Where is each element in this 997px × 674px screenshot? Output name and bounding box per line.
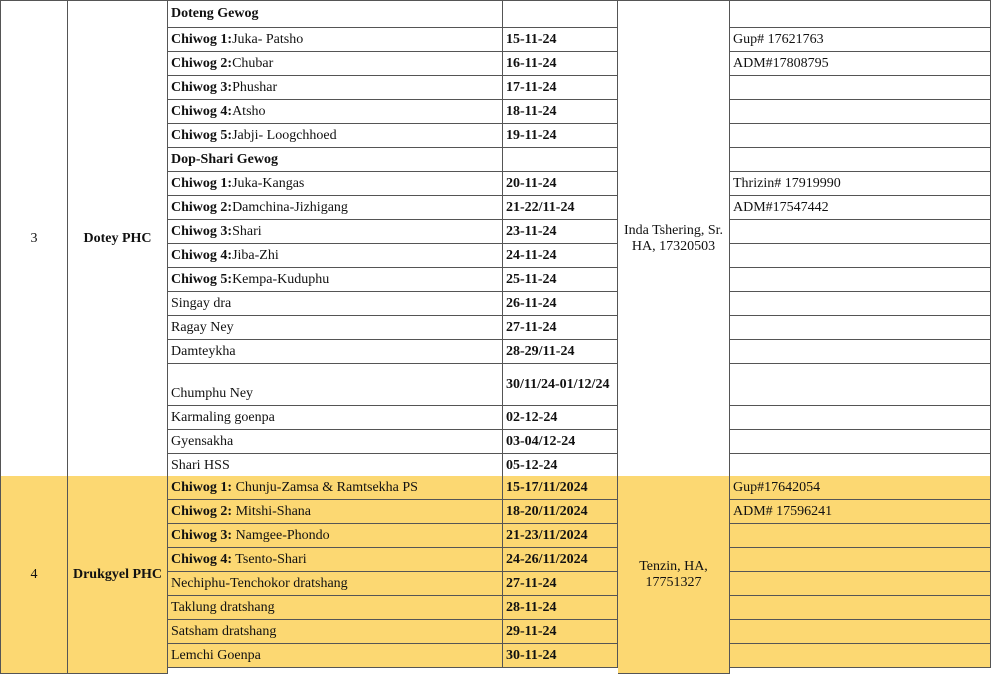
place-cell [168,172,503,196]
date-cell: 21-23/11/2024 [503,524,618,548]
date-cell: 27-11-24 [503,572,618,596]
place-name: Jabji- Loogchhoed [232,127,337,143]
place-cell [168,548,503,572]
place-cell [168,52,503,76]
place-name: Shari [232,223,262,239]
place-name: Lemchi Goenpa [171,647,261,663]
place-cell [168,572,503,596]
chiwog-label: Chiwog 3: [171,223,233,239]
date-cell: 18-11-24 [503,100,618,124]
chiwog-label: Chiwog 5: [171,271,233,287]
date-cell: 17-11-24 [503,76,618,100]
note-cell [730,244,991,268]
place-cell [168,620,503,644]
row-number: 3 [0,0,68,478]
place-cell [168,430,503,454]
place-cell [168,596,503,620]
place-cell [168,220,503,244]
note-cell [730,148,991,172]
place-cell [168,100,503,124]
note-cell [730,644,991,668]
place-cell [168,524,503,548]
place-name: Gyensakha [171,433,234,449]
place-name: Kempa-Kuduphu [232,271,330,287]
place-name: Mitshi-Shana [232,503,312,519]
note-cell [730,220,991,244]
place-name: Ragay Ney [171,319,234,335]
note-cell [730,316,991,340]
note-cell [730,620,991,644]
date-cell: 24-11-24 [503,244,618,268]
place-name: Damteykha [171,343,236,359]
chiwog-label: Chiwog 2: [171,503,233,519]
note-cell [730,596,991,620]
chiwog-label: Chiwog 5: [171,127,233,143]
place-name: Doteng Gewog [171,6,259,21]
date-cell: 26-11-24 [503,292,618,316]
chiwog-label: Chiwog 2: [171,199,233,215]
note-cell [730,76,991,100]
note-cell: ADM# 17596241 [730,500,991,524]
place-cell [168,0,503,28]
note-cell [730,430,991,454]
note-cell [730,548,991,572]
place-name: Satsham dratshang [171,623,277,639]
note-cell [730,0,991,28]
place-name: Chumphu Ney [171,386,254,401]
place-cell [168,406,503,430]
chiwog-label: Chiwog 1: [171,175,233,191]
place-name: Juka- Patsho [232,31,304,47]
note-cell [730,572,991,596]
note-cell: Gup#17642054 [730,476,991,500]
date-cell: 28-11-24 [503,596,618,620]
place-name: Juka-Kangas [232,175,305,191]
note-cell: ADM#17547442 [730,196,991,220]
chiwog-label: Chiwog 3: [171,79,233,95]
place-name: Atsho [232,103,266,119]
date-cell: 03-04/12-24 [503,430,618,454]
chiwog-label: Chiwog 4: [171,551,233,567]
place-cell [168,644,503,668]
place-cell [168,340,503,364]
contact-person: Tenzin, HA, 17751327 [618,476,730,674]
place-cell [168,500,503,524]
place-cell [168,476,503,500]
note-cell [730,406,991,430]
place-cell [168,316,503,340]
chiwog-label: Chiwog 4: [171,103,233,119]
chiwog-label: Chiwog 1: [171,479,233,495]
chiwog-label: Chiwog 2: [171,55,233,71]
facility-name: Drukgyel PHC [68,476,168,674]
place-cell [168,76,503,100]
date-cell: 15-17/11/2024 [503,476,618,500]
chiwog-label: Chiwog 4: [171,247,233,263]
date-cell: 24-26/11/2024 [503,548,618,572]
place-name: Phushar [232,79,278,95]
place-name: Damchina-Jizhigang [232,199,348,215]
note-cell [730,454,991,478]
place-name: Taklung dratshang [171,599,275,615]
place-cell [168,244,503,268]
date-cell: 15-11-24 [503,28,618,52]
place-name: Nechiphu-Tenchokor dratshang [171,575,348,591]
place-name: Singay dra [171,295,232,311]
place-name: Chubar [232,55,274,71]
date-cell: 05-12-24 [503,454,618,478]
date-cell [503,0,618,28]
place-name: Karmaling goenpa [171,409,275,425]
place-cell [168,454,503,478]
place-cell [168,364,503,406]
chiwog-label: Chiwog 3: [171,527,233,543]
date-cell: 25-11-24 [503,268,618,292]
date-cell: 21-22/11-24 [503,196,618,220]
note-cell [730,268,991,292]
place-name: Shari HSS [171,457,230,473]
place-name: Namgee-Phondo [232,527,330,543]
date-cell: 28-29/11-24 [503,340,618,364]
note-cell [730,364,991,406]
place-name: Jiba-Zhi [232,247,279,263]
note-cell: Thrizin# 17919990 [730,172,991,196]
place-cell [168,268,503,292]
place-cell [168,28,503,52]
place-name: Chunju-Zamsa & Ramtsekha PS [232,479,418,495]
date-cell [503,148,618,172]
date-cell: 23-11-24 [503,220,618,244]
contact-person: Inda Tshering, Sr. HA, 17320503 [618,0,730,478]
place-name: Dop-Shari Gewog [171,151,278,167]
date-cell: 18-20/11/2024 [503,500,618,524]
place-cell [168,124,503,148]
date-cell: 19-11-24 [503,124,618,148]
place-cell [168,148,503,172]
note-cell [730,100,991,124]
date-cell: 30/11/24-01/12/24 [503,364,618,406]
note-cell [730,292,991,316]
place-cell [168,196,503,220]
note-cell [730,124,991,148]
row-number: 4 [0,476,68,674]
facility-name: Dotey PHC [68,0,168,478]
date-cell: 29-11-24 [503,620,618,644]
note-cell [730,524,991,548]
date-cell: 27-11-24 [503,316,618,340]
note-cell: Gup# 17621763 [730,28,991,52]
place-cell [168,292,503,316]
date-cell: 16-11-24 [503,52,618,76]
date-cell: 02-12-24 [503,406,618,430]
place-name: Tsento-Shari [232,551,307,567]
note-cell: ADM#17808795 [730,52,991,76]
note-cell [730,340,991,364]
chiwog-label: Chiwog 1: [171,31,233,47]
date-cell: 20-11-24 [503,172,618,196]
date-cell: 30-11-24 [503,644,618,668]
